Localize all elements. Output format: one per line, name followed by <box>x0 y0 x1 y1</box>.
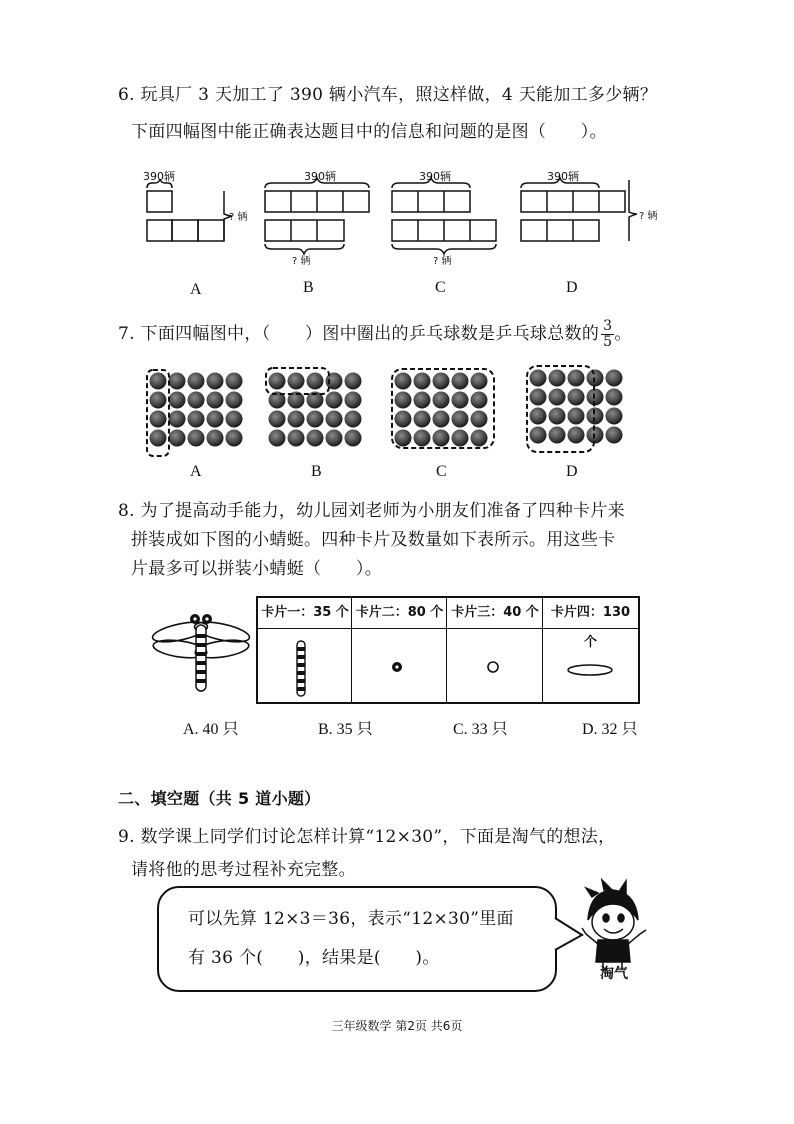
q6-c-question-label: ? 辆 <box>433 256 452 267</box>
taoqi-face <box>592 904 634 940</box>
card-two-header: 卡片二：80 个 <box>355 605 444 620</box>
bubble-line1: 可以先算 12×3＝36，表示“12×30”里面 <box>188 909 514 929</box>
q9-line2: 请将他的思考过程补充完整。 <box>131 860 356 880</box>
q6-c-top-label: 390辆 <box>419 170 451 183</box>
q6-option-b: B <box>303 279 314 296</box>
q6-line2: 下面四幅图中能正确表达题目中的信息和问题的是图（ ）。 <box>131 122 607 142</box>
q8-line1: 8. 为了提高动手能力，幼儿园刘老师为小朋友们准备了四种卡片来 <box>118 501 625 521</box>
q6-line1: 6. 玩具厂 3 天加工了 390 辆小汽车，照这样做，4 天能加工多少辆？ <box>118 85 658 105</box>
q6-d-top-label: 390辆 <box>547 170 579 183</box>
q7-text: 7. 下面四幅图中，（ ）图中圈出的乒乓球数是乒乓球总数的 <box>118 324 600 344</box>
page-footer: 三年级数学 第2页 共6页 <box>331 1019 463 1033</box>
q6-option-d: D <box>566 279 578 296</box>
q7-text-end: 。 <box>614 324 632 344</box>
section2-heading: 二、填空题（共 5 道小题） <box>118 789 321 808</box>
q6-b-question-label: ? 辆 <box>292 256 311 267</box>
card-four-header: 卡片四：130 个 <box>550 605 631 650</box>
taoqi-shirt <box>596 940 630 962</box>
bubble-line2: 有 36 个( )，结果是( )。 <box>188 948 440 968</box>
taoqi-right-eye <box>618 914 624 922</box>
q8-line2: 拼装成如下图的小蜻蜓。四种卡片及数量如下表所示。用这些卡 <box>131 530 616 550</box>
q6-a-question-label: ? 辆 <box>229 212 248 223</box>
q8-answer-a: A. 40 只 <box>183 721 239 738</box>
taoqi-left-eye <box>603 914 609 922</box>
q7-option-c: C <box>436 463 447 480</box>
q6-b-top-label: 390辆 <box>304 170 336 183</box>
q6-a-top-label: 390辆 <box>143 170 175 183</box>
q8-answer-c: C. 33 只 <box>453 721 508 738</box>
q6-option-a: A <box>190 281 202 298</box>
q7-option-b: B <box>311 463 322 480</box>
q8-answer-b: B. 35 只 <box>318 721 373 738</box>
q7-option-d: D <box>566 463 578 480</box>
q6-d-question-label: ? 辆 <box>639 211 658 222</box>
card-three-header: 卡片三：40 个 <box>451 605 539 620</box>
q8-line3: 片最多可以拼装小蜻蜓（ ）。 <box>131 559 382 579</box>
q7-option-a: A <box>190 463 202 480</box>
q9-line1: 9. 数学课上同学们讨论怎样计算“12×30”，下面是淘气的想法， <box>118 827 616 847</box>
card-one-header: 卡片一：35 个 <box>261 605 349 620</box>
q8-answer-d: D. 32 只 <box>582 721 638 738</box>
taoqi-name-label: 淘气 <box>600 966 628 982</box>
q7-frac-den: 5 <box>603 334 613 350</box>
q6-option-c: C <box>435 279 446 296</box>
q7-frac-num: 3 <box>603 318 613 334</box>
